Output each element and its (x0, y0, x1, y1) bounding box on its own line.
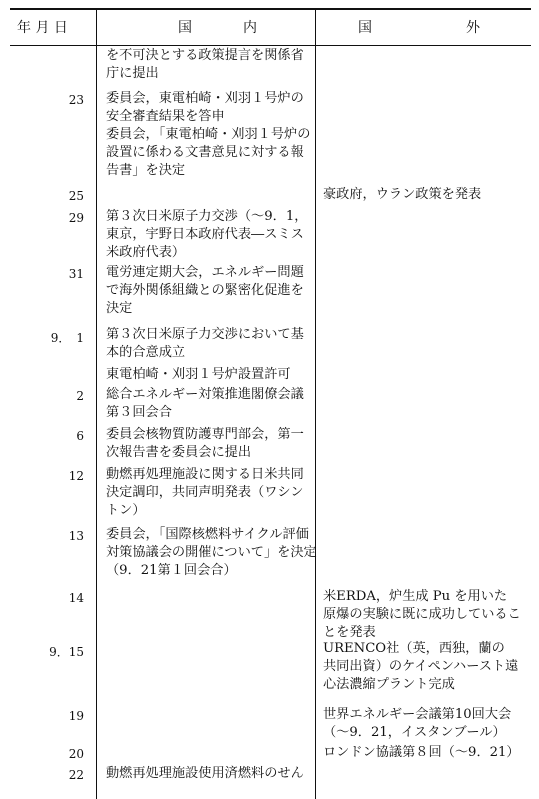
row-date: 2 (76, 389, 84, 403)
entry-line: （9．21第１回会合） (106, 563, 237, 578)
entry-line: 米政府代表） (106, 245, 186, 260)
entry-line: 米ERDA，炉生成 Pu を用いた (323, 589, 508, 604)
entry-line: 委員会，「東電柏崎・刈羽１号炉の (106, 127, 311, 142)
entry-line: トン） (106, 503, 146, 518)
domestic-entry (106, 466, 314, 520)
entry-line: ロンドン協議第８回（〜9．21） (323, 745, 520, 760)
entry-line: 対策協議会の開催について」を決定 (106, 545, 317, 560)
entry-line: 豪政府，ウラン政策を発表 (323, 187, 482, 202)
entry-line: 総合エネルギー対策推進閣僚会議 (106, 387, 304, 402)
domestic-entry (106, 90, 314, 126)
row-date: 13 (68, 529, 84, 543)
entry-line: 動燃再処理施設使用済燃料のせん (106, 766, 304, 781)
entry-line: 第３次日米原子力交渉（〜9．1， (106, 209, 308, 224)
entry-line: 次報告書を委員会に提出 (106, 445, 252, 460)
header-domestic-1: 国 (178, 20, 192, 36)
entry-line: を不可決とする政策提言を関係省 (106, 48, 304, 63)
domestic-entry (106, 326, 314, 362)
domestic-entry (106, 126, 314, 180)
entry-line: 委員会，東電柏崎・刈羽１号炉の (106, 91, 304, 106)
entry-line: 第３回会合 (106, 405, 172, 420)
entry-line: URENCO社（英，西独，蘭の (323, 641, 505, 656)
entry-line: 本的合意成立 (106, 345, 186, 360)
row-date: 12 (68, 469, 84, 483)
entry-line: 告書」を決定 (106, 163, 186, 178)
header-foreign-1: 国 (358, 20, 372, 36)
entry-line: 庁に提出 (106, 66, 159, 81)
entry-line: で海外関係組織との緊密化促進を (106, 283, 304, 298)
foreign-entry (323, 588, 533, 642)
row-date: 31 (68, 267, 84, 281)
row-date: 6 (76, 429, 84, 443)
entry-line: 心法濃縮プラント完成 (323, 677, 455, 692)
entry-line: とを発表 (323, 625, 376, 640)
entry-line: 決定 (106, 301, 133, 316)
entry-line: 委員会核物質防護専門部会，第一 (106, 427, 304, 442)
domestic-entry (106, 47, 314, 83)
row-date: 20 (68, 747, 84, 761)
entry-line: 共同出資）のケイペンハースト遠 (323, 659, 519, 674)
domestic-entry (106, 426, 314, 462)
row-date: 19 (68, 709, 84, 723)
domestic-entry (106, 264, 314, 318)
entry-line: （〜9．21，イスタンブール） (323, 725, 506, 740)
entry-line: 委員会，「国際核燃料サイクル評価 (106, 527, 309, 542)
entry-line: 世界エネルギー会議第10回大会 (323, 707, 512, 722)
domestic-entry (106, 765, 314, 783)
entry-line: 決定調印，共同声明発表（ワシン (106, 485, 304, 500)
row-date: 9． 1 (50, 331, 84, 345)
row-date: 9．15 (49, 645, 84, 659)
row-date: 23 (68, 93, 84, 107)
header-date: 年 月 日 (17, 20, 68, 36)
foreign-entry (323, 744, 533, 762)
entry-line: 東電柏崎・刈羽１号炉設置許可 (106, 367, 291, 382)
entry-line: 電労連定期大会，エネルギー問題 (106, 265, 304, 280)
row-date: 25 (68, 189, 84, 203)
domestic-entry (106, 208, 314, 262)
entry-line: 動燃再処理施設に関する日米共同 (106, 467, 304, 482)
foreign-entry (323, 640, 533, 694)
foreign-entry (323, 186, 533, 204)
table-header (10, 8, 531, 46)
row-date: 29 (68, 211, 84, 225)
entry-line: 原爆の実験に既に成功しているこ (323, 607, 521, 622)
domestic-entry (106, 386, 314, 422)
entry-line: 東京，宇野日本政府代表―スミス (106, 227, 304, 242)
domestic-entry (106, 526, 317, 580)
entry-line: 設置に係わる文書意見に対する報 (106, 145, 304, 160)
domestic-entry (106, 366, 314, 384)
column-divider (315, 8, 316, 799)
row-date: 14 (68, 591, 84, 605)
column-divider (96, 8, 97, 799)
foreign-entry (323, 706, 533, 742)
header-foreign-2: 外 (466, 20, 480, 36)
header-domestic-2: 内 (243, 20, 257, 36)
entry-line: 第３次日米原子力交渉において基 (106, 327, 304, 342)
entry-line: 安全審査結果を答申 (106, 109, 225, 124)
row-date: 22 (68, 768, 84, 782)
